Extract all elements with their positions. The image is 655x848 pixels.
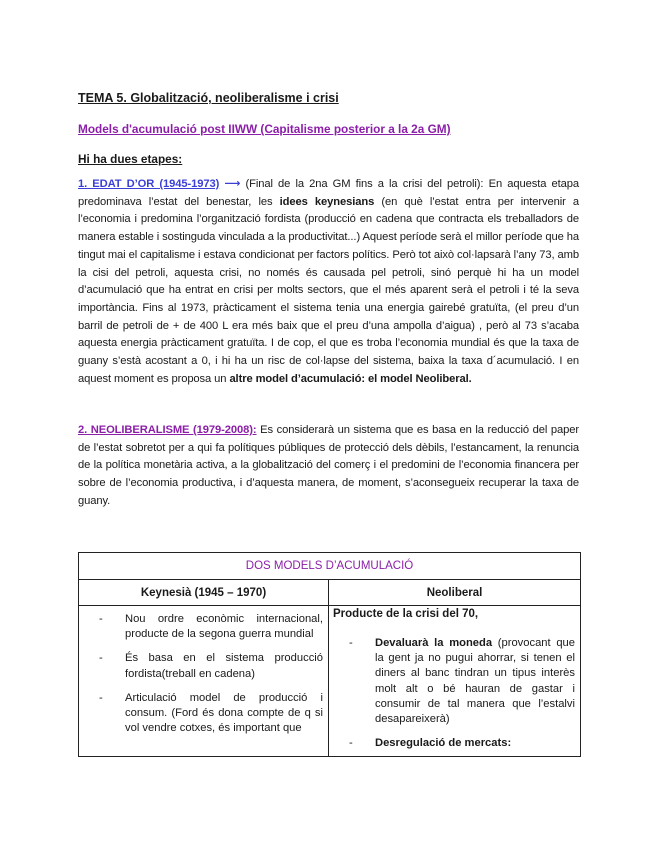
neoliberal-intro: Producte de la crisi del 70, [333,608,479,620]
stage2-text: Es considerarà un sistema que es basa en la reducció del paper de l’estat sobretot per a qui fa polítiques públiques de protecció dels dèbils, l’estancament, la renuncia de la política monetària activa, a la globalització del comerç i el predomini de l’economia financera per sobre de l’economia productiva, i d’aquesta manera, de moment, s’aconsegueix recuperar la taxa de guany. [78,424,579,507]
list-item: - Desregulació de mercats: [375,736,575,751]
document-subtitle: Models d'acumulació post IIWW (Capitalisme posterior a la 2a GM) [78,122,451,136]
column-header-keynesian: Keynesià (1945 – 1970) [79,580,329,606]
keynesian-cell [79,606,329,757]
list-item: - Articulació model de producció i consum. (Ford és dona compte de q si vol vendre cotxes, és important que [99,691,323,735]
column-header-neoliberal: Neoliberal [329,580,581,606]
stage1-bold-b: altre model d’acumulació: el model Neoliberal. [229,372,472,385]
stage2-label: 2. NEOLIBERALISME (1979-2008): [78,424,257,436]
list-item: - Devaluarà la moneda (provocant que la gent ja no pugui ahorrar, si tenen el diners al banc tindran un tipus interès molt alt o bé hauran de gastar i consumir de tal manera que l’estalvi desapareixerà) [349,637,575,726]
dash-icon: - [99,652,103,665]
dash-icon: - [349,637,353,649]
table-title: DOS MODELS D’ACUMULACIÓ [79,553,581,580]
arrow-icon: ⟶ [224,178,241,190]
list-item: - Nou ordre econòmic internacional, producte de la segona guerra mundial [99,613,323,641]
neoliberal-list [349,636,575,757]
neoliberal-cell [329,606,581,757]
stage1-text-b: (en què l’estat entra per intervenir a l’economia i predomina l’organització fordista (producció en cadena que contracta els treballadors de manera estable i sostinguda vinculada a la productivitat...) Aquest període serà el millor període que ha tingut mai el capitalisme i estava condicionat per factors polítics. Però tot això col·lapsarà l’any 73, amb la cisi del petroli, aquesta crisi, no només és causada pel petroli, sinó perquè hi ha un model d’acumulació que ha entrat en crisi per molts sectors, que el més aparent serà el petroli i té la seva importància. Fins al 1973, pràcticament el sistema tenia una energia gairebé gratuïta, (el preu d’un barril de petroli de + de 400 L era més baix que el preu d’una ampolla d’aigua) , però al 73 s’acaba aquesta energia pràcticament gratuïta. I de cop, el que es troba l’economia mundial és que la taxa de guany s’està acostant a 0, i hi ha un risc de col·lapse del sistema, baixa la taxa d´acumulació. I en aquest moment es proposa un [78,195,580,385]
models-table [78,552,581,757]
stage2-paragraph [78,422,579,511]
stage1-bold-a: idees keynesians [279,195,375,208]
stage1-text-a: (Final de la 2na GM fins a la crisi del petroli): En aquesta etapa predominava l’estat del benestar, les [78,178,579,208]
dash-icon: - [99,613,103,625]
stages-heading: Hi ha dues etapes: [78,152,183,166]
stage1-label: 1. EDAT D’OR (1945-1973) [78,178,220,190]
document-title: TEMA 5. Globalització, neoliberalisme i crisi [78,91,339,105]
dash-icon: - [349,737,353,750]
keynesian-list [99,612,323,745]
stage1-paragraph [78,176,579,388]
dash-icon: - [99,691,103,704]
list-item: - És basa en el sistema producció fordista(treball en cadena) [99,652,323,680]
